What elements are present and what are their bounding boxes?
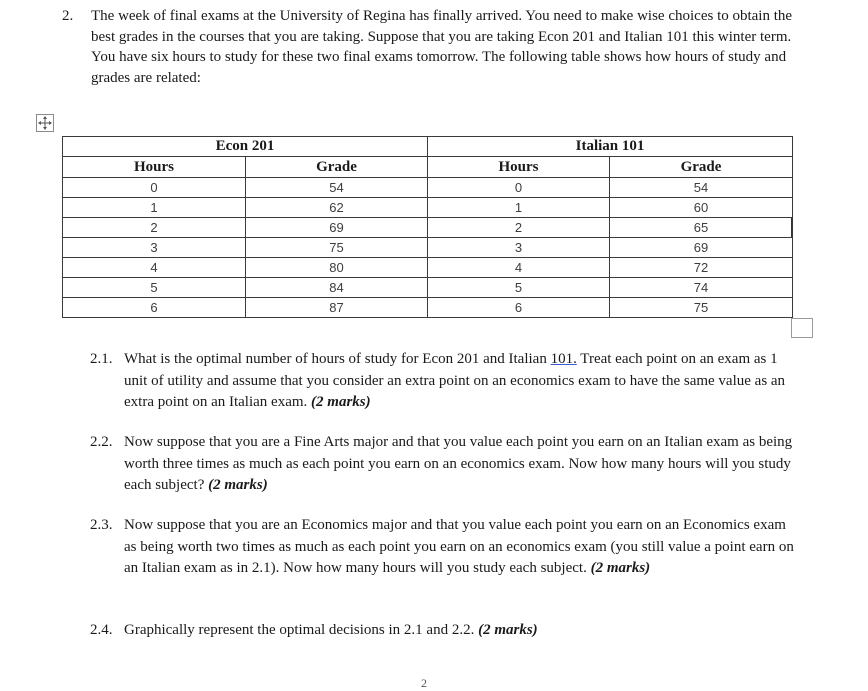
subquestion-number: 2.1. [90,351,113,367]
column-header-econ-grade: Grade [246,157,428,178]
subquestion-2-4 [90,620,795,642]
marks-label: (2 marks) [478,622,538,638]
table-cell: 84 [246,278,428,298]
marks-label: (2 marks) [208,477,268,493]
question-intro-text: The week of final exams at the University of Regina has finally arrived. You need to make wise choices to obtain the best grades in the courses that you are taking. Suppose that you are taking Econ 201 and Italian 101 this winter term. You have six hours to study for these two final exams tomorrow. The following table shows how hours of study and grades are related: [91,8,793,86]
table-cell: 62 [246,198,428,218]
table-cell: 72 [610,258,793,278]
table-cell: 2 [63,218,246,238]
table-cell: 54 [610,178,793,198]
table-cell: 87 [246,298,428,318]
table-cell: 69 [610,238,793,258]
course-header-econ: Econ 201 [63,137,428,157]
table-row [63,258,793,278]
subquestion-number: 2.4. [90,622,113,638]
table-row [63,278,793,298]
subquestion-2-3 [90,515,795,580]
table-cell: 0 [63,178,246,198]
subquestion-text [124,432,795,497]
subquestion-text-part: Graphically represent the optimal decisions in 2.1 and 2.2. [124,622,479,638]
table-cell: 6 [63,298,246,318]
subquestion-2-2 [90,432,795,497]
table-cell: 65 [610,218,793,238]
table-cell: 1 [428,198,610,218]
subquestion-number: 2.2. [90,434,113,450]
table-cell: 75 [610,298,793,318]
subquestion-text-part: Treat each point on an exam as 1 unit of utility and assume that you consider an extra point on an economics exam to have the same value as an extra point on an Italian exam. [124,351,786,410]
table-row [63,218,793,238]
subquestion-text-part: What is the optimal number of hours of study for Econ 201 and Italian [124,351,551,367]
table-cell: 74 [610,278,793,298]
page-number: 2 [421,676,427,690]
table-row [63,298,793,318]
table-cell: 60 [610,198,793,218]
course-header-row [63,137,793,157]
subquestion-number: 2.3. [90,517,113,533]
table-move-handle[interactable] [36,114,54,132]
column-header-italian-hours: Hours [428,157,610,178]
table-cell: 0 [428,178,610,198]
subquestion-text [124,349,795,414]
subquestion-text-part: Now suppose that you are a Fine Arts major and that you value each point you earn on an Italian exam as being worth three times as much as each point you earn on an economics exam. Now how many hours will you study each subject? [124,434,793,493]
column-header-italian-grade: Grade [610,157,793,178]
table-cell: 69 [246,218,428,238]
course-header-italian: Italian 101 [428,137,793,157]
column-header-econ-hours: Hours [63,157,246,178]
table-cell: 3 [428,238,610,258]
table-edge-marker [791,217,792,237]
resize-square-icon[interactable] [791,318,813,338]
column-header-row [63,157,793,178]
table-row [63,238,793,258]
table-row [63,178,793,198]
move-arrows-icon [37,115,53,131]
table-cell: 54 [246,178,428,198]
study-grades-table [62,136,793,318]
table-cell: 1 [63,198,246,218]
table-cell: 4 [428,258,610,278]
table-cell: 75 [246,238,428,258]
question-intro [62,6,797,88]
subquestion-text-part: Now suppose that you are an Economics major and that you value each point you earn on an Economics exam as being worth two times as much as each point you earn on an economics exam (you still value a point earn on an Italian exam as in 2.1). Now how many hours will you study each subject. [124,517,794,576]
table-cell: 5 [428,278,610,298]
marks-label: (2 marks) [590,560,651,576]
table-cell: 5 [63,278,246,298]
subquestion-text [124,620,795,642]
underlined-word: 101. [550,351,577,367]
table-cell: 6 [428,298,610,318]
subquestion-text [124,515,795,580]
table-row [63,198,793,218]
question-number: 2. [62,8,74,24]
table-cell: 2 [428,218,610,238]
table-cell: 80 [246,258,428,278]
table-cell: 3 [63,238,246,258]
subquestion-2-1 [90,349,795,414]
table-cell: 4 [63,258,246,278]
marks-label: (2 marks) [311,394,371,410]
